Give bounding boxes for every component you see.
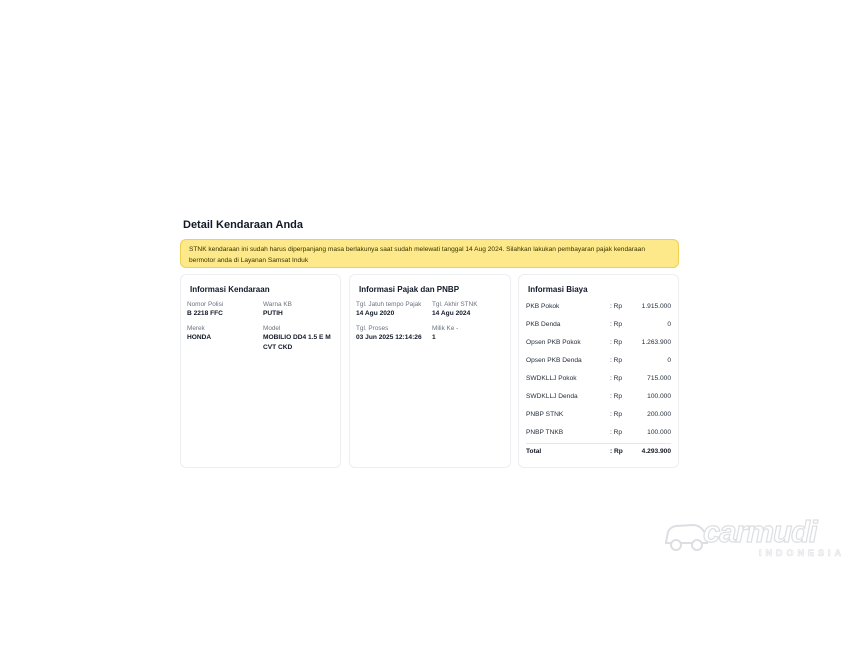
cost-row-pnbp-tnkb bbox=[526, 429, 671, 441]
cost-amount: 715.000 bbox=[647, 375, 671, 382]
page-title: Detail Kendaraan Anda bbox=[183, 219, 304, 231]
watermark-region: INDONESIA bbox=[759, 548, 846, 558]
total-divider bbox=[526, 443, 671, 444]
currency-label: : Rp bbox=[610, 411, 623, 418]
cost-row-pkb-denda bbox=[526, 321, 671, 333]
currency-label: : Rp bbox=[610, 321, 623, 328]
cost-label: Opsen PKB Denda bbox=[526, 357, 582, 364]
vehicle-info-card bbox=[180, 274, 341, 468]
cost-amount: 100.000 bbox=[647, 393, 671, 400]
carmudi-watermark bbox=[663, 510, 846, 565]
field-milik-ke bbox=[432, 324, 508, 343]
cost-info-card bbox=[518, 274, 679, 468]
field-label: Model bbox=[263, 325, 281, 332]
currency-label: : Rp bbox=[610, 393, 623, 400]
cost-label: SWDKLLJ Pokok bbox=[526, 375, 577, 382]
cost-amount: 1.915.000 bbox=[641, 303, 671, 310]
field-label: Tgl. Jatuh tempo Pajak bbox=[356, 301, 422, 308]
field-value: MOBILIO DD4 1.5 E M CVT CKD bbox=[263, 334, 331, 351]
currency-label: : Rp bbox=[610, 448, 623, 455]
cost-label: PNBP TNKB bbox=[526, 429, 564, 436]
field-label: Milik Ke - bbox=[432, 325, 459, 332]
cost-label: PNBP STNK bbox=[526, 411, 564, 418]
field-value: 1 bbox=[432, 334, 436, 341]
cost-amount: 200.000 bbox=[647, 411, 671, 418]
field-value: PUTIH bbox=[263, 310, 283, 317]
field-label: Tgl. Akhir STNK bbox=[432, 301, 478, 308]
stnk-expired-alert: STNK kendaraan ini sudah harus diperpanjang masa berlakunya saat sudah melewati tanggal 14 Aug 2024. Silahkan lakukan pembayaran pajak kendaraan bermotor anda di Layanan Samsat Induk bbox=[180, 239, 679, 268]
field-label: Warna KB bbox=[263, 301, 292, 308]
cost-row-opsen-pkb-pokok bbox=[526, 339, 671, 351]
currency-label: : Rp bbox=[610, 339, 623, 346]
cost-row-swdkllj-denda bbox=[526, 393, 671, 405]
field-value: B 2218 FFC bbox=[187, 310, 223, 317]
field-warna-kb bbox=[263, 300, 335, 319]
field-value: 14 Agu 2024 bbox=[432, 310, 471, 317]
field-nomor-polisi bbox=[187, 300, 257, 319]
total-label: Total bbox=[526, 448, 542, 455]
currency-label: : Rp bbox=[610, 357, 623, 364]
currency-label: : Rp bbox=[610, 303, 623, 310]
watermark-brand: carmudi bbox=[703, 514, 817, 549]
field-merek bbox=[187, 324, 257, 343]
tax-info-title: Informasi Pajak dan PNBP bbox=[359, 285, 460, 294]
currency-label: : Rp bbox=[610, 375, 623, 382]
cost-label: PKB Denda bbox=[526, 321, 561, 328]
field-jatuh-tempo bbox=[356, 300, 432, 319]
field-value: 03 Jun 2025 12:14:26 bbox=[356, 334, 422, 341]
field-model bbox=[263, 324, 337, 353]
tax-info-card bbox=[349, 274, 511, 468]
cost-info-title: Informasi Biaya bbox=[528, 285, 588, 294]
field-label: Nomor Polisi bbox=[187, 301, 224, 308]
cost-row-swdkllj-pokok bbox=[526, 375, 671, 387]
cost-row-total bbox=[526, 448, 671, 460]
field-tgl-proses bbox=[356, 324, 432, 343]
cost-label: PKB Pokok bbox=[526, 303, 560, 310]
cost-row-opsen-pkb-denda bbox=[526, 357, 671, 369]
cost-label: Opsen PKB Pokok bbox=[526, 339, 581, 346]
field-value: HONDA bbox=[187, 334, 212, 341]
field-value: 14 Agu 2020 bbox=[356, 310, 395, 317]
cost-amount: 0 bbox=[667, 357, 671, 364]
field-label: Tgl. Proses bbox=[356, 325, 389, 332]
cost-row-pkb-pokok bbox=[526, 303, 671, 315]
vehicle-info-title: Informasi Kendaraan bbox=[190, 285, 270, 294]
cost-amount: 1.263.900 bbox=[641, 339, 671, 346]
cost-amount: 0 bbox=[667, 321, 671, 328]
cost-amount: 100.000 bbox=[647, 429, 671, 436]
cost-row-pnbp-stnk bbox=[526, 411, 671, 423]
field-label: Merek bbox=[187, 325, 205, 332]
cost-label: SWDKLLJ Denda bbox=[526, 393, 578, 400]
total-amount: 4.293.900 bbox=[641, 448, 671, 455]
currency-label: : Rp bbox=[610, 429, 623, 436]
field-akhir-stnk bbox=[432, 300, 508, 319]
